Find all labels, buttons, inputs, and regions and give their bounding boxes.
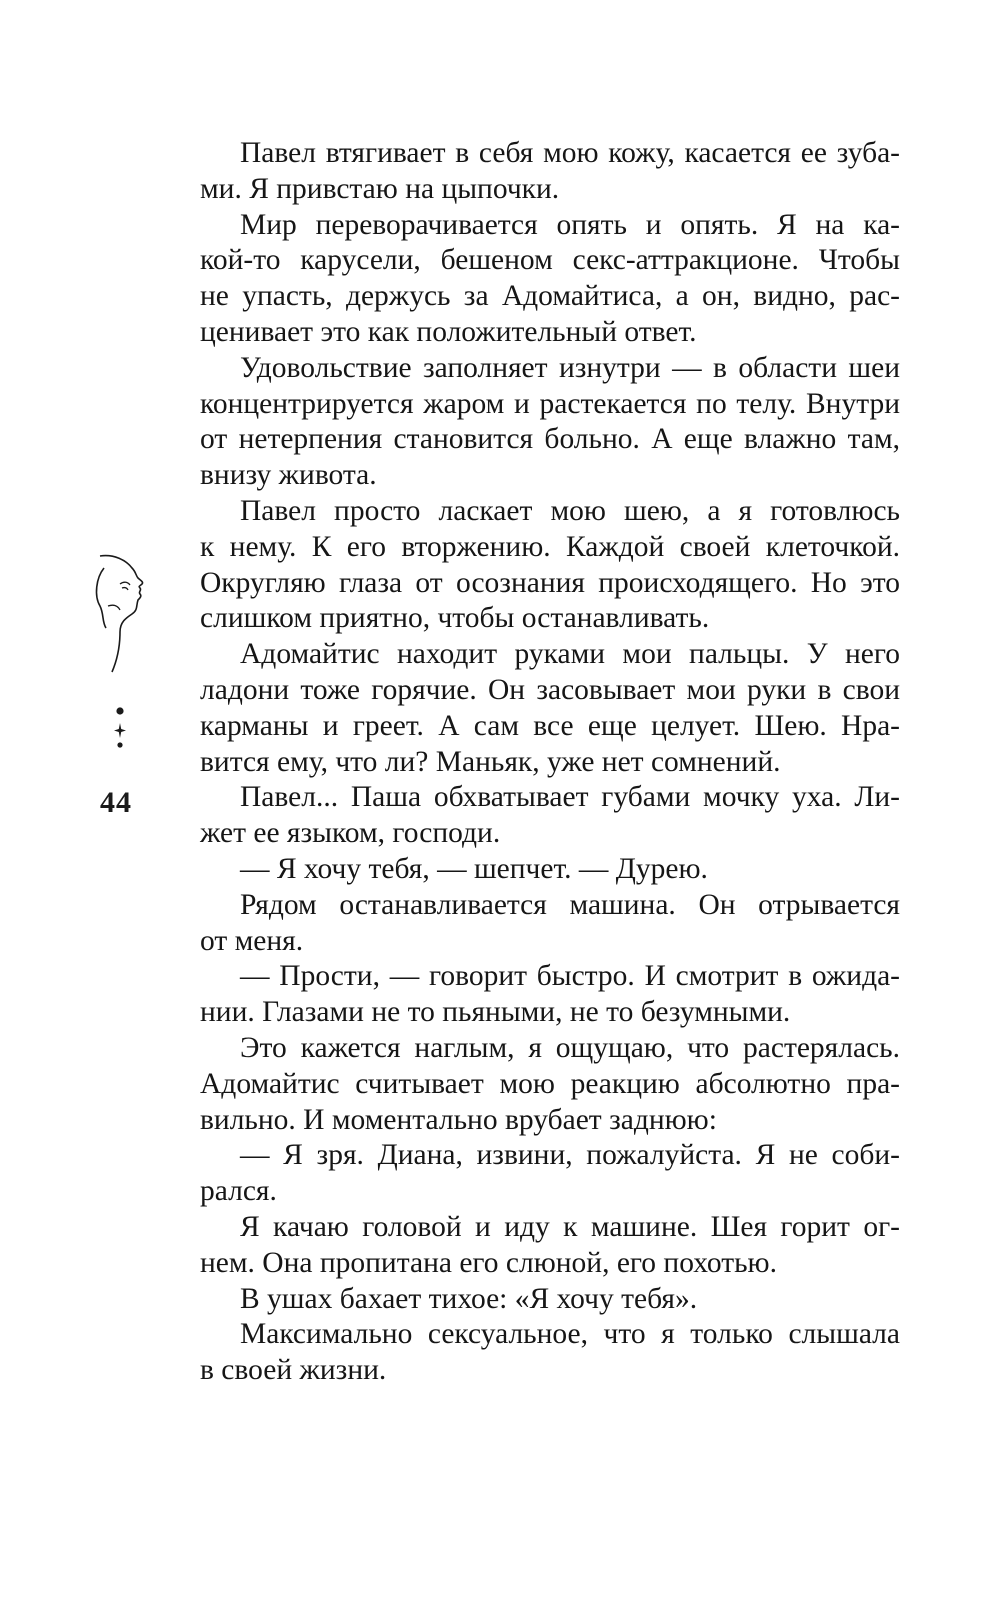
text-line: Адомайтис считывает мою реакцию абсолютно пра- xyxy=(200,1067,900,1100)
text-line: внизу живота. xyxy=(200,459,377,492)
text-line: вится ему, что ли? Маньяк, уже нет сомнений. xyxy=(200,745,781,778)
text-line: В ушах бахает тихое: «Я хочу тебя». xyxy=(240,1282,698,1315)
text-line: карманы и греет. А сам все еще целует. Шею. Нра- xyxy=(200,709,900,742)
text-line: нии. Глазами не то пьяными, не то безумными. xyxy=(200,996,791,1029)
body-text xyxy=(200,136,900,1389)
text-line: — Прости, — говорит быстро. И смотрит в ожида- xyxy=(240,960,900,993)
text-line: кой-то карусели, бешеном секс-аттракционе. Чтобы xyxy=(200,244,900,277)
text-line: жет ее языком, господи. xyxy=(200,817,501,850)
text-line: Я качаю головой и иду к машине. Шея горит ог- xyxy=(240,1210,900,1243)
text-line: ми. Я привстаю на цыпочки. xyxy=(200,172,560,205)
text-line: ценивает это как положительный ответ. xyxy=(200,315,697,348)
text-line: в своей жизни. xyxy=(200,1354,387,1387)
text-line: Максимально сексуальное, что я только слышала xyxy=(240,1318,900,1351)
dot-star-dot-divider-icon xyxy=(110,705,130,755)
text-line: к нему. К его вторжению. Каждой своей клеточкой. xyxy=(200,530,900,563)
text-line: нем. Она пропитана его слюной, его похотью. xyxy=(200,1246,777,1279)
text-line: Павел... Паша обхватывает губами мочку уха. Ли- xyxy=(240,781,900,814)
text-line: Павел просто ласкает мою шею, а я готовлюсь xyxy=(240,494,900,527)
text-line: слишком приятно, чтобы останавливать. xyxy=(200,602,710,635)
text-line: ладони тоже горячие. Он засовывает мои руки в свои xyxy=(200,673,900,706)
text-line: — Я зря. Диана, извини, пожалуйста. Я не соби- xyxy=(240,1139,900,1172)
text-line: Мир переворачивается опять и опять. Я на ка- xyxy=(240,208,900,241)
text-line: Павел втягивает в себя мою кожу, касается ее зуба- xyxy=(240,137,900,169)
text-line: Округляю глаза от осознания происходящего. Но это xyxy=(200,566,900,599)
text-line: — Я хочу тебя, — шепчет. — Дурею. xyxy=(240,852,708,885)
text-line: Это кажется наглым, я ощущаю, что растерялась. xyxy=(240,1031,900,1064)
text-line: Рядом останавливается машина. Он отрывается xyxy=(240,888,900,921)
text-line: Удовольствие заполняет изнутри — в области шеи xyxy=(240,351,900,384)
face-profile-line-art-icon xyxy=(92,548,172,678)
text-line: от нетерпения становится больно. А еще влажно там, xyxy=(200,423,900,456)
text-line: не упасть, держусь за Адомайтиса, а он, видно, рас- xyxy=(200,280,900,313)
text-line: Адомайтис находит руками мои пальцы. У него xyxy=(240,638,900,671)
text-line: от меня. xyxy=(200,924,304,957)
text-line: рался. xyxy=(200,1175,277,1208)
text-line: концентрируется жаром и растекается по телу. Внутри xyxy=(200,387,900,420)
text-line: вильно. И моментально врубает заднюю: xyxy=(200,1103,717,1136)
page-number: 44 xyxy=(100,786,132,819)
